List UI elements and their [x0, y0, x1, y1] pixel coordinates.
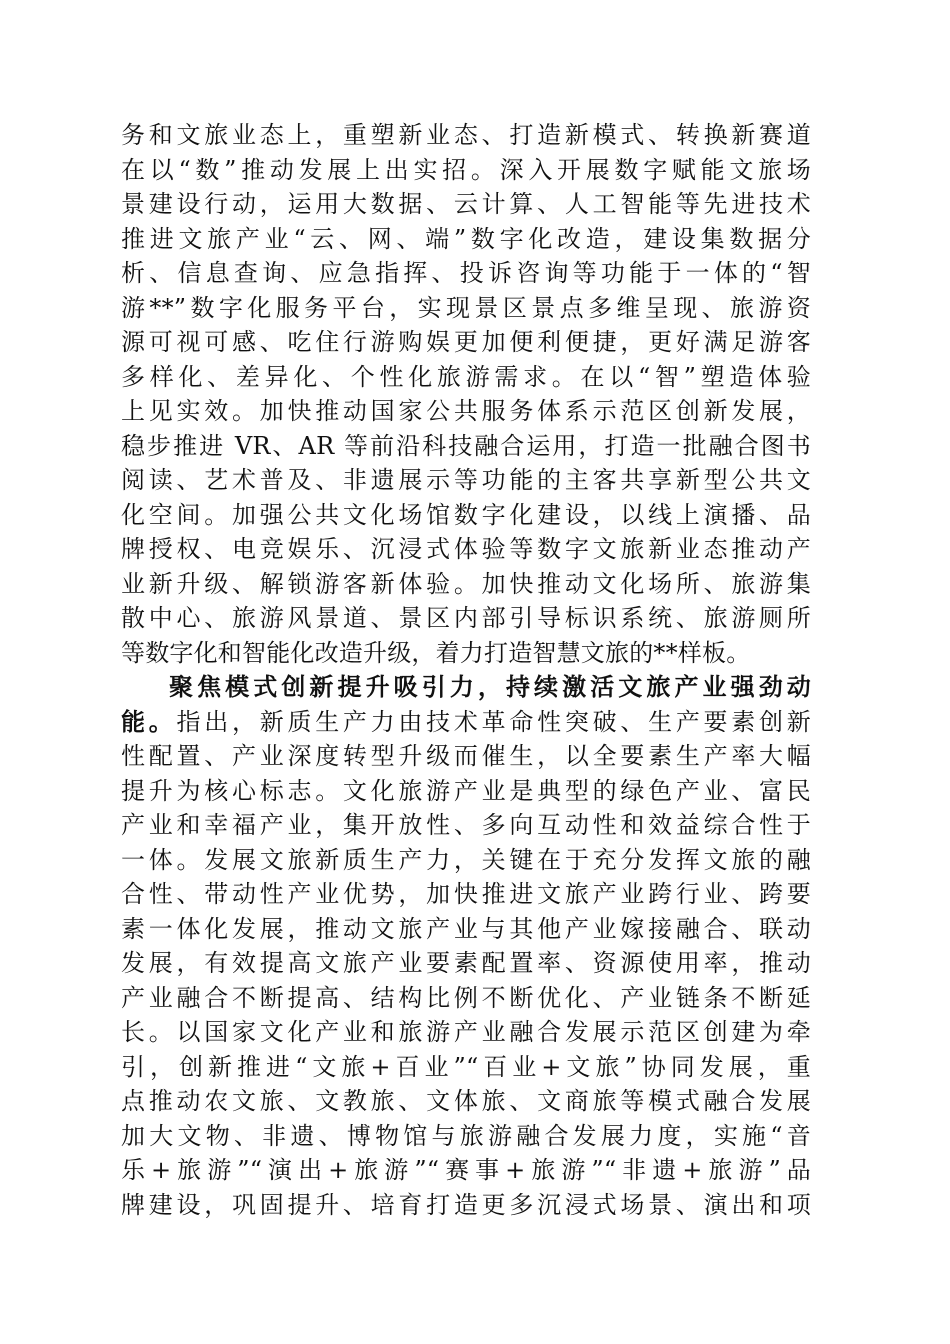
text-line-rest: 指出，新质生产力由技术革命性突破、生产要素创新 — [176, 707, 811, 736]
text-line: 散中心、旅游风景道、景区内部引导标识系统、旅游厕所 — [121, 604, 811, 632]
text-line: 合性、带动性产业优势，加快推进文旅产业跨行业、跨要 — [121, 880, 811, 908]
text-line: 多样化、差异化、个性化旅游需求。在以“智”塑造体验 — [121, 362, 811, 391]
text-line: 点推动农文旅、文教旅、文体旅、文商旅等模式融合发展 — [121, 1087, 811, 1115]
text-line: 阅读、艺术普及、非遗展示等功能的主客共享新型公共文 — [121, 466, 811, 494]
text-line: 游**”数字化服务平台，实现景区景点多维呈现、旅游资 — [121, 293, 811, 322]
paragraph-digital-tourism — [121, 118, 811, 670]
document-body — [121, 118, 811, 1222]
text-line: 提升为核心标志。文化旅游产业是典型的绿色产业、富民 — [121, 776, 811, 805]
text-line: 在以“数”推动发展上出实招。深入开展数字赋能文旅场 — [121, 155, 811, 184]
text-line: 景建设行动，运用大数据、云计算、人工智能等先进技术 — [121, 190, 811, 218]
text-line: 牌授权、电竞娱乐、沉浸式体验等数字文旅新业态推动产 — [121, 535, 811, 563]
text-line: 发展，有效提高文旅产业要素配置率、资源使用率，推动 — [121, 949, 811, 977]
text-line: 业新升级、解锁游客新体验。加快推动文化场所、旅游集 — [121, 569, 811, 598]
text-line: 上见实效。加快推动国家公共服务体系示范区创新发展， — [121, 397, 811, 425]
text-line: 引，创新推进“文旅+百业”“百业+文旅”协同发展，重 — [121, 1052, 811, 1081]
text-line: 析、信息查询、应急指挥、投诉咨询等功能于一体的“智 — [121, 259, 811, 287]
section-heading-end: 能。 — [121, 707, 177, 736]
text-line: 产业和幸福产业，集开放性、多向互动性和效益综合性于 — [121, 811, 811, 839]
text-line: 素一体化发展，推动文旅产业与其他产业嫁接融合、联动 — [121, 914, 811, 943]
text-line: 产业融合不断提高、结构比例不断优化、产业链条不断延 — [121, 983, 811, 1012]
text-line: 等数字化和智能化改造升级，着力打造智慧文旅的**样板。 — [121, 638, 751, 667]
text-line: 牌建设，巩固提升、培育打造更多沉浸式场景、演出和项 — [121, 1190, 811, 1219]
text-line — [121, 705, 811, 740]
text-line: 加大文物、非遗、博物馆与旅游融合发展力度，实施“音 — [121, 1121, 811, 1150]
text-line: 稳步推进 VR、AR 等前沿科技融合运用，打造一批融合图书 — [121, 431, 811, 460]
text-line: 长。以国家文化产业和旅游产业融合发展示范区创建为牵 — [121, 1018, 811, 1046]
text-line: 乐+旅游”“演出+旅游”“赛事+旅游”“非遗+旅游”品 — [121, 1156, 811, 1184]
text-line: 一体。发展文旅新质生产力，关键在于充分发挥文旅的融 — [121, 845, 811, 874]
text-line: 性配置、产业深度转型升级而催生，以全要素生产率大幅 — [121, 742, 811, 770]
text-line: 务和文旅业态上，重塑新业态、打造新模式、转换新赛道 — [121, 121, 811, 149]
text-line: 源可视可感、吃住行游购娱更加便利便捷，更好满足游客 — [121, 328, 811, 356]
section-heading: 聚焦模式创新提升吸引力，持续激活文旅产业强劲动 — [169, 673, 811, 701]
text-line: 化空间。加强公共文化场馆数字化建设，以线上演播、品 — [121, 500, 811, 529]
paragraph-model-innovation — [121, 670, 811, 1222]
text-line: 推进文旅产业“云、网、端”数字化改造，建设集数据分 — [121, 224, 811, 253]
